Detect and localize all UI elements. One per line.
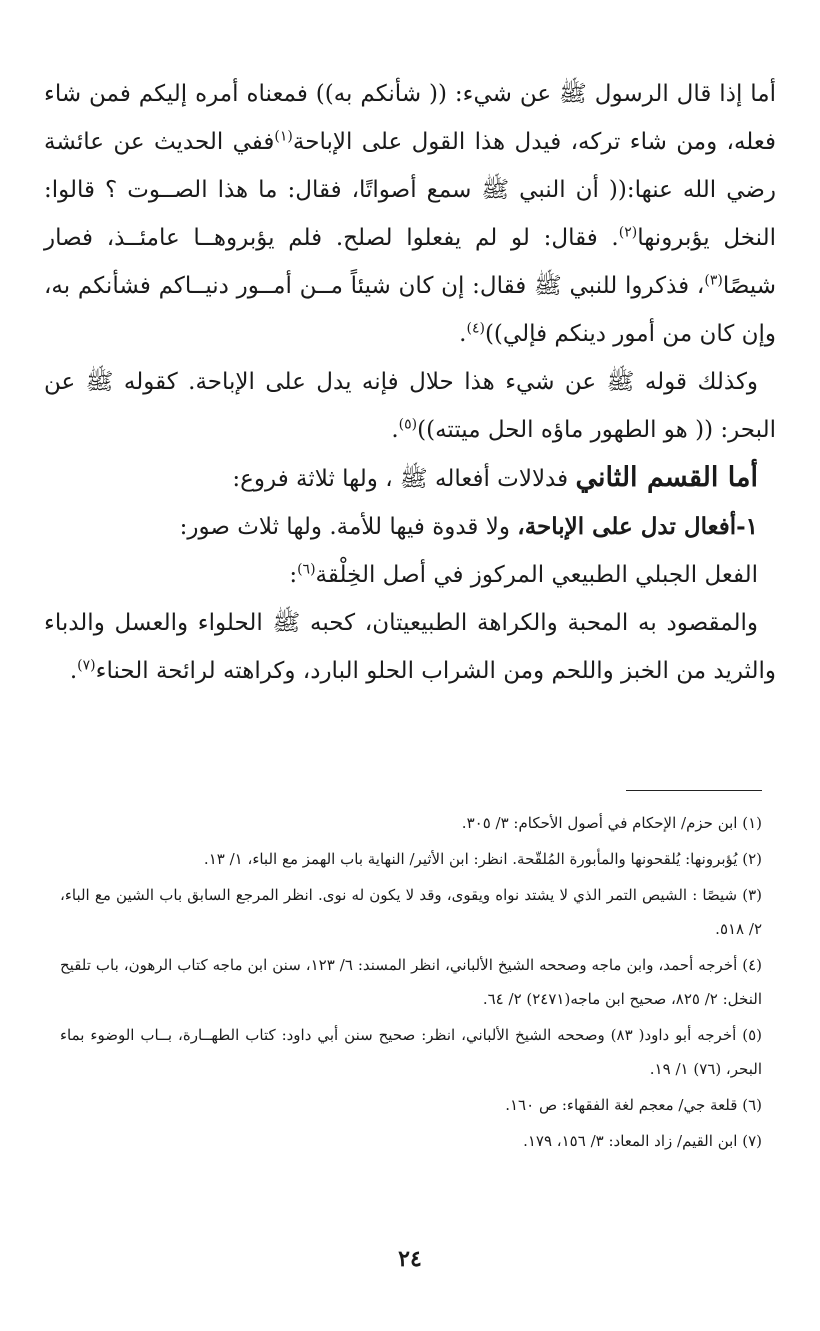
text-run: وكذلك قوله ﷺ عن شيء هذا حلال فإنه يدل على الإباحة. كقوله ﷺ عن البحر: (( هو الطهور ماؤه الحل ميتته)) xyxy=(44,369,776,443)
text-run: . xyxy=(391,417,399,443)
footnote-ref[interactable]: (٤) xyxy=(466,320,485,337)
main-text xyxy=(44,70,776,695)
text-run: . xyxy=(459,321,467,347)
paragraph-6 xyxy=(44,599,776,695)
footnote-ref[interactable]: (٢) xyxy=(618,224,638,241)
footnote-4: (٤) أخرجه أحمد، وابن ماجه وصححه الشيخ الألباني، انظر المسند: ٦/ ١٢٣، سنن ابن ماجه كتاب الرهون، باب تلقيح النخل: ٢/ ٨٢٥، صحيح ابن ماجه(٢٤٧١) ٢/ ٦٤. xyxy=(60,956,763,1008)
text-run: ففي الحديث عن عائشة رضي الله عنها:(( أن النبي ﷺ سمع أصواتًا، فقال: ما هذا الصــوت ؟ قالوا: النخل يؤبرونها xyxy=(44,129,776,251)
footnote-ref[interactable]: (٥) xyxy=(398,416,418,433)
text-run: فدلالات أفعاله ﷺ ، ولها ثلاثة فروع: xyxy=(232,466,576,492)
text-run: ولا قدوة فيها للأمة. ولها ثلاث صور: xyxy=(179,514,518,540)
list-item-1 xyxy=(44,503,776,551)
list-item-title: ١-أفعال تدل على الإباحة، xyxy=(517,513,758,540)
footnote-3: (٣) شيصًا : الشيص التمر الذي لا يشتد نواه ويقوى، وقد لا يكون له نوى. انظر المرجع السابق باب الشين مع الباء، ٢/ ٥١٨. xyxy=(60,886,762,938)
footnote-separator xyxy=(626,790,762,791)
footnote-5: (٥) أخرجه أبو داود( ٨٣) وصححه الشيخ الألباني، انظر: صحيح سنن أبي داود: كتاب الطهــارة، بــاب الوضوء بماء البحر، (٧٦) ١/ ١٩. xyxy=(60,1026,762,1078)
footnote-7: (٧) ابن القيم/ زاد المعاد: ٣/ ١٥٦، ١٧٩. xyxy=(523,1132,762,1150)
footnote-ref[interactable]: (٣) xyxy=(704,272,723,289)
section-heading xyxy=(44,454,776,503)
text-run: . فقال: لو لم يفعلوا لصلح. فلم يؤبروهــا عامئــذ، فصار شيصًا xyxy=(44,225,776,299)
footnote-1: (١) ابن حزم/ الإحكام في أصول الأحكام: ٣/ ٣٠٥. xyxy=(461,814,762,832)
text-run: الفعل الجبلي الطبيعي المركوز في أصل الخِلْقة xyxy=(315,562,758,588)
page-number: ٢٤ xyxy=(398,1246,422,1272)
paragraph-2 xyxy=(44,358,776,454)
text-run: والمقصود به المحبة والكراهة الطبيعيتان، كحبه ﷺ الحلواء والعسل والدباء والثريد من الخبز واللحم ومن الشراب الحلو البارد، وكراهته لرائحة الحناء xyxy=(44,610,776,684)
paragraph-5 xyxy=(44,551,776,599)
heading-bold: أما القسم الثاني xyxy=(575,462,758,493)
footnote-6: (٦) قلعة جي/ معجم لغة الفقهاء: ص ١٦٠. xyxy=(505,1096,762,1114)
footnote-ref[interactable]: (٦) xyxy=(297,561,316,578)
paragraph-1 xyxy=(44,70,776,358)
text-run: . xyxy=(69,658,78,684)
footnote-ref[interactable]: (١) xyxy=(274,128,293,145)
text-run: : xyxy=(289,562,298,588)
text-run: أما إذا قال الرسول ﷺ عن شيء: (( شأنكم به)) فمعناه أمره إليكم فمن شاء فعله، ومن شاء تركه، فيدل هذا القول على الإباحة xyxy=(44,81,777,155)
text-run: ، فذكروا للنبي ﷺ فقال: إن كان شيئاً مــن أمــور دنيــاكم فشأنكم به، وإن كان من أمور دينكم فإلي)) xyxy=(44,273,776,347)
footnote-ref[interactable]: (٧) xyxy=(77,657,96,674)
footnotes xyxy=(60,806,762,1160)
footnote-2: (٢) يُؤبرونها: يُلقحونها والمأبورة المُلقّحة. انظر: ابن الأثير/ النهاية باب الهمز مع الباء، ١/ ١٣. xyxy=(203,850,762,868)
